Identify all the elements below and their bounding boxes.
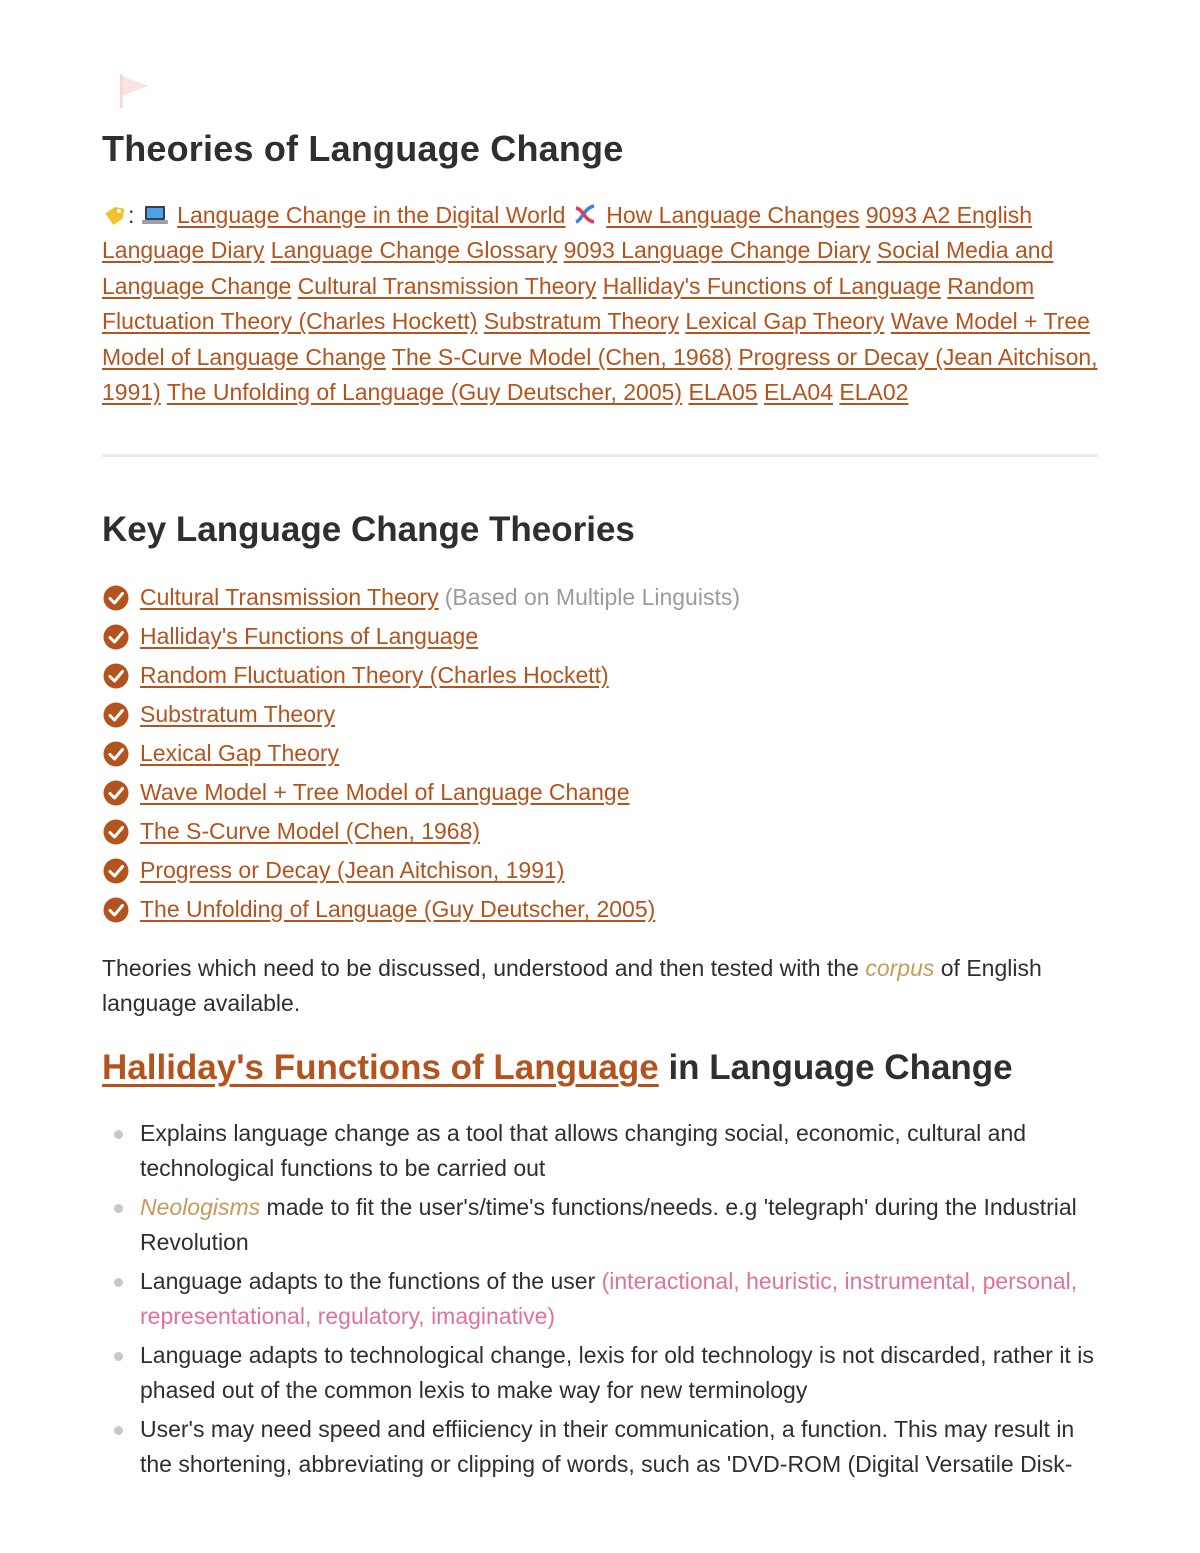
list-item — [102, 578, 740, 617]
theory-link[interactable]: Lexical Gap Theory — [140, 740, 340, 766]
tag-links — [102, 198, 1102, 410]
theory-link[interactable]: The Unfolding of Language (Guy Deutscher, 2005) — [140, 896, 656, 922]
halliday-bullets — [112, 1116, 1102, 1486]
tag-link[interactable]: Wave Model + Tree Model of Language Change — [102, 308, 1090, 370]
tag-link[interactable]: 9093 Language Change Diary — [563, 237, 871, 264]
check-icon — [102, 623, 130, 651]
check-icon — [102, 662, 130, 690]
list-item — [102, 734, 740, 773]
tag-link[interactable]: Language Change Glossary — [270, 237, 558, 264]
theory-checklist — [102, 578, 740, 929]
flag-icon — [112, 70, 156, 110]
theory-link[interactable]: Wave Model + Tree Model of Language Change — [140, 779, 630, 805]
list-item — [102, 773, 740, 812]
tag-icon — [102, 204, 126, 226]
dna-icon — [572, 202, 598, 226]
check-icon — [102, 779, 130, 807]
list-item — [102, 812, 740, 851]
tag-link[interactable]: The Unfolding of Language (Guy Deutscher, 2005) — [166, 379, 683, 406]
bullet-emphasis: Neologisms — [140, 1194, 261, 1220]
check-icon — [102, 818, 130, 846]
bullet-text: made to fit the user's/time's functions/needs. e.g 'telegraph' during the Industrial Revolution — [140, 1194, 1077, 1255]
list-item — [112, 1116, 1102, 1186]
tag-link[interactable]: ELA05 — [688, 379, 758, 406]
divider — [102, 454, 1098, 457]
theory-note: (Based on Multiple Linguists) — [444, 584, 741, 610]
bullet-text: User's may need speed and effiiciency in their communication, a function. This may result in the shortening, abbreviating or clipping of words, such as 'DVD-ROM (Digital Versatile Disk- — [140, 1416, 1075, 1477]
bullet-text: Language adapts to the functions of the user — [140, 1268, 602, 1294]
theory-link[interactable]: The S-Curve Model (Chen, 1968) — [140, 818, 481, 844]
tag-link[interactable]: ELA02 — [839, 379, 909, 406]
list-item — [102, 617, 740, 656]
list-item — [112, 1264, 1102, 1334]
bullet-text: Explains language change as a tool that allows changing social, economic, cultural and technological functions to be carried out — [140, 1120, 1027, 1181]
check-icon — [102, 857, 130, 885]
list-item — [102, 851, 740, 890]
theory-link[interactable]: Substratum Theory — [140, 701, 336, 727]
check-icon — [102, 701, 130, 729]
list-item — [102, 695, 740, 734]
list-item — [112, 1412, 1102, 1482]
tag-link[interactable]: Substratum Theory — [483, 308, 679, 335]
tag-link[interactable]: Cultural Transmission Theory — [297, 272, 597, 299]
check-icon — [102, 584, 130, 612]
list-item — [102, 656, 740, 695]
section-heading-halliday — [102, 1048, 1013, 1088]
bullet-pink: (interactional, heuristic, instrumental, personal, representational, regulatory, imaginative) — [140, 1268, 1078, 1329]
tag-link[interactable]: Halliday's Functions of Language — [602, 272, 941, 299]
tag-link[interactable]: Social Media and Language Change — [102, 237, 1054, 299]
theory-link[interactable]: Progress or Decay (Jean Aitchison, 1991) — [140, 857, 565, 883]
theory-link[interactable]: Halliday's Functions of Language — [140, 623, 479, 649]
check-icon — [102, 896, 130, 924]
list-item — [112, 1338, 1102, 1408]
para-text-before: Theories which need to be discussed, understood and then tested with the — [102, 955, 866, 981]
tag-link[interactable]: 9093 A2 English Language Diary — [102, 202, 1033, 264]
tag-link[interactable]: Random Fluctuation Theory (Charles Hockett) — [102, 272, 1035, 335]
heading-rest: in Language Change — [658, 1048, 1013, 1087]
heading-link[interactable]: Halliday's Functions of Language — [102, 1048, 659, 1087]
para-emphasis: corpus — [865, 955, 935, 981]
section-heading-key-theories: Key Language Change Theories — [102, 510, 635, 549]
tag-link[interactable]: Progress or Decay (Jean Aitchison, 1991) — [102, 343, 1098, 406]
check-icon — [102, 740, 130, 768]
tags-prefix: : — [128, 202, 135, 228]
theory-link[interactable]: Cultural Transmission Theory — [140, 584, 439, 610]
list-item — [112, 1190, 1102, 1260]
page-title: Theories of Language Change — [102, 128, 624, 169]
tag-link[interactable]: The S-Curve Model (Chen, 1968) — [391, 343, 732, 370]
tag-link[interactable]: ELA04 — [763, 379, 833, 406]
tag-link[interactable]: Lexical Gap Theory — [685, 308, 885, 335]
intro-paragraph — [102, 951, 1102, 1021]
laptop-icon — [141, 204, 169, 226]
list-item — [102, 890, 740, 929]
para-text-after: of English language available. — [102, 955, 1042, 1016]
tag-link[interactable]: Language Change in the Digital World — [177, 202, 566, 228]
bullet-text: Language adapts to technological change, lexis for old technology is not discarded, rather it is phased out of the common lexis to make way for new terminology — [140, 1342, 1094, 1403]
tag-link[interactable]: How Language Changes — [606, 202, 860, 228]
theory-link[interactable]: Random Fluctuation Theory (Charles Hockett) — [140, 662, 609, 688]
